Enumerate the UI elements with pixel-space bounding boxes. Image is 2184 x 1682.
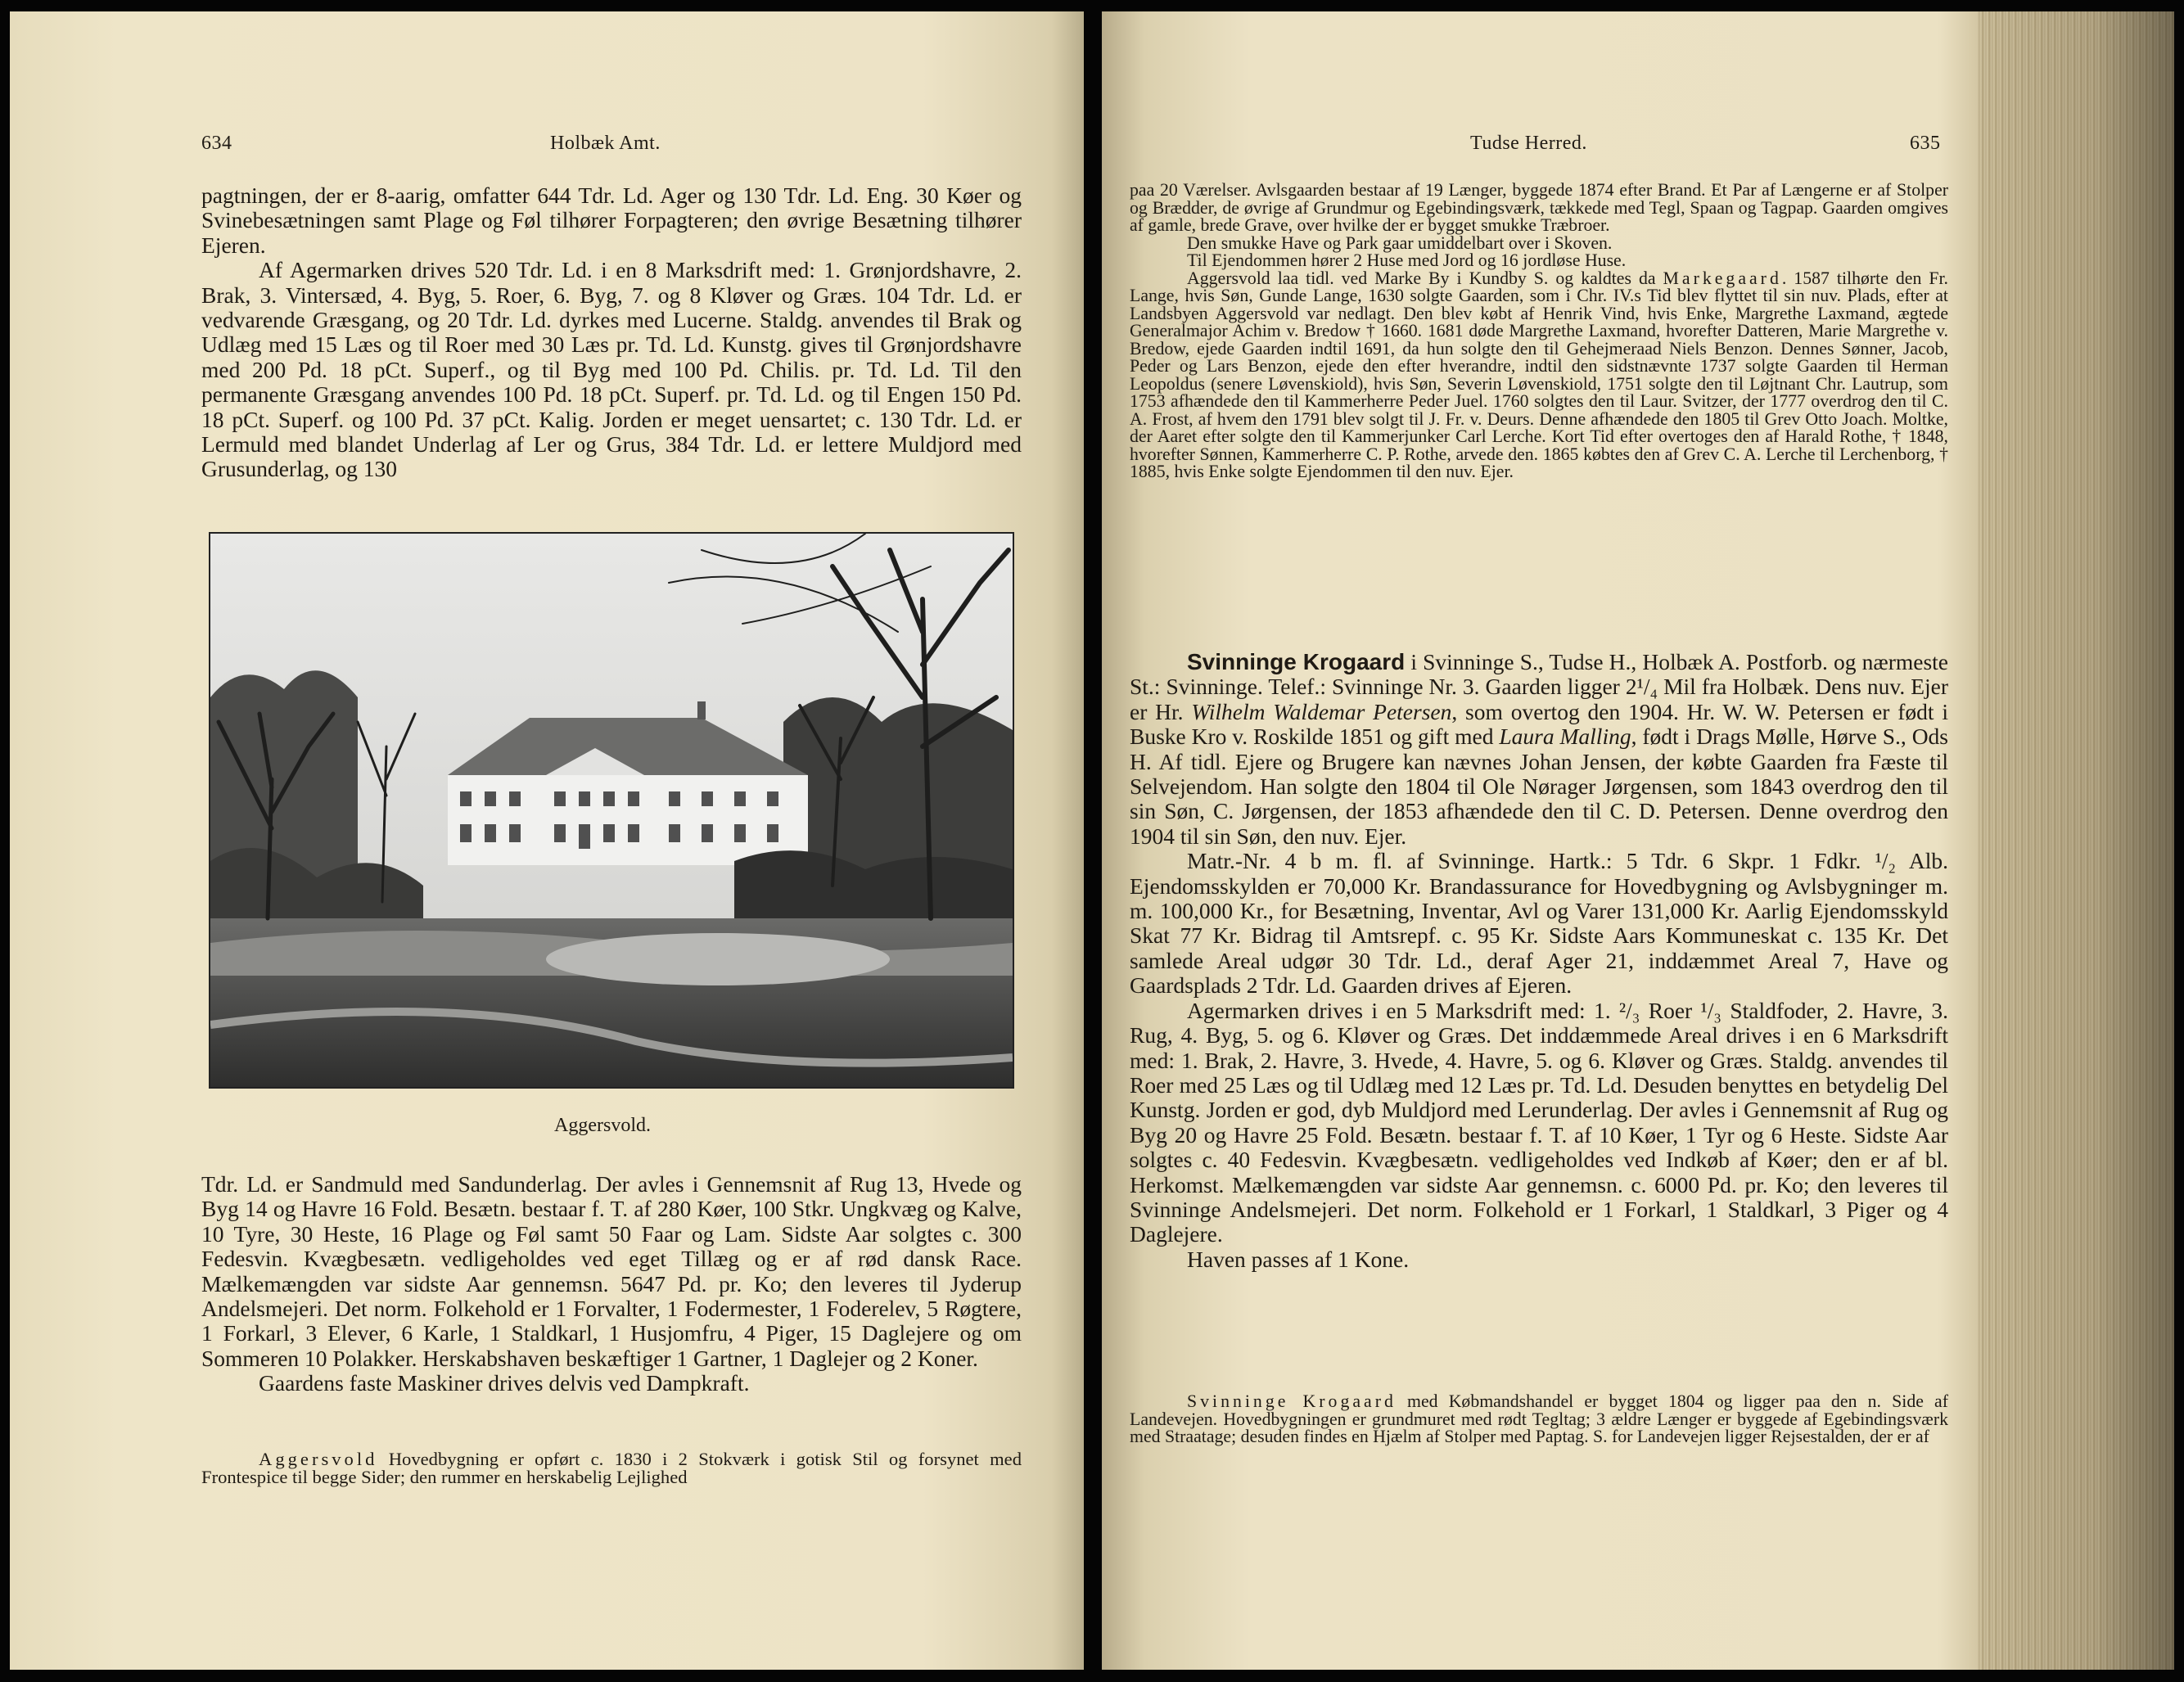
entry-text: i Svinninge S., Tudse H., Holbæk A. Postforb. og nærmeste St.: Svinninge. Telef.: Svinninge Nr. 3. Gaarden ligger 2¹/₄ Mil fra Holbæk. Dens nuv. Ejer er Hr.	[1130, 649, 1948, 724]
spaced-lead: Aggersvold	[259, 1449, 378, 1469]
paragraph: paa 20 Værelser. Avlsgaarden bestaar af 19 Længer, byggede 1874 efter Brand. Et Par af Længerne er af Stolper og Brædder, de øvrige af Grundmur og Egebindingsværk, tækkede med Tegl, Spaan og Tagpap. Gaarden omgives af gamle, brede Grave, over hvilke der er bygget smukke Træbroer.	[1130, 180, 1948, 235]
small-text: Aggersvold laa tidl. ved Marke By i Kundby S. og kaldtes da	[1187, 268, 1663, 288]
left-small-text	[201, 1450, 1022, 1486]
photo-caption: Aggersvold.	[554, 1115, 651, 1136]
paragraph: Haven passes af 1 Kone.	[1187, 1246, 1410, 1272]
paragraph: Tdr. Ld. er Sandmuld med Sandunderlag. Der avles i Gennemsnit af Rug 13, Hvede og Byg 14 og Havre 16 Fold. Besætn. bestaar f. T. af 280 Køer, 100 Stkr. Ungkvæg og Kalve, 10 Tyre, 30 Heste, 16 Plage og Føl samt 50 Faar og Lam. Sidste Aar solgtes c. 300 Fedesvin. Kvægbesætn. vedligeholdes ved eget Tillæg og er af rød dansk Race. Mælkemængden var sidste Aar gennemsn. 5647 Pd. pr. Ko; den leveres til Jyderup Andelsmejeri. Det norm. Folkehold er 1 Forvalter, 1 Fodermester, 1 Foderelev, 5 Røgtere, 1 Forkarl, 3 Elever, 6 Karle, 1 Staldkarl, 1 Husjomfru, 4 Piger, 15 Daglejere og om Sommeren 10 Polakker. Herskabshaven beskæftiger 1 Gartner, 1 Daglejer og 2 Koner.	[201, 1171, 1022, 1371]
owner-name: Wilhelm Waldemar Petersen	[1191, 698, 1452, 724]
spaced-lead: Svinninge Krogaard	[1187, 1391, 1397, 1411]
page-number-right: 635	[1910, 133, 1941, 154]
right-main-text	[1130, 650, 1948, 1272]
page-number-left: 634	[201, 133, 232, 154]
left-text-top	[201, 183, 1022, 482]
running-head-right: Tudse Herred.	[1470, 133, 1587, 154]
spaced-name: Markegaard	[1663, 268, 1782, 288]
paragraph: Til Ejendommen hører 2 Huse med Jord og 16 jordløse Huse.	[1187, 250, 1627, 270]
entry-text: , født i Drags Mølle, Hørve S., Ods H. Af tidl. Ejere og Brugere kan nævnes Johan Jensen, der købte Gaarden fra Fæste til Selvejendom. Han solgte den 1804 til Ole Nørager Jørgensen, som 1843 overdrog den til sin Søn, C. Jørgensen, der 1853 afhændede den til C. D. Petersen. Denne overdrog den 1904 til sin Søn, den nuv. Ejer.	[1130, 724, 1949, 849]
entry-text: , som overtog den 1904. Hr. W. W. Petersen er født i Buske Kro v. Roskilde 1851 og gift med	[1130, 698, 1948, 750]
entry-title: Svinninge Krogaard	[1187, 649, 1406, 674]
running-head-left: Holbæk Amt.	[550, 133, 661, 154]
right-small-text-top	[1130, 182, 1948, 481]
wife-name: Laura Malling	[1499, 724, 1631, 750]
left-page	[10, 11, 1084, 1670]
paragraph: Af Agermarken drives 520 Tdr. Ld. i en 8 Marksdrift med: 1. Grønjordshavre, 2. Brak, 3. Vintersæd, 4. Byg, 5. Roer, 6. Byg, 7. og 8 Kløver og Græs. 104 Tdr. Ld. er vedvarende Græsgang, og 20 Tdr. Ld. dyrkes med Lucerne. Staldg. anvendes til Brak og Udlæg med 15 Læs og til Roer med 30 Læs pr. Td. Ld. Kunstg. gives til Grønjordshavre med 200 Pd. 18 pCt. Superf., og til Byg med 100 Pd. Chilis. pr. Td. Ld. Til den permanente Græsgang anvendes 100 Pd. 18 pCt. Superf. pr. Td. Ld. og til Engen 150 Pd. 18 pCt. Superf. og 100 Pd. 37 pCt. Kalig. Jorden er meget uensartet; c. 130 Tdr. Ld. er Lermuld med blandet Underlag af Ler og Grus, 384 Tdr. Ld. er lettere Muldjord med Grusunderlag, og 130	[201, 257, 1022, 482]
small-text: Hovedbygning er opført c. 1830 i 2 Stokværk i gotisk Stil og forsynet med Frontespice til begge Sider; den rummer en herskabelig Lejlighed	[201, 1449, 1022, 1488]
paragraph: Gaardens faste Maskiner drives delvis ved Dampkraft.	[259, 1370, 750, 1396]
page-edges-shade	[1978, 11, 2174, 1670]
paragraph: pagtningen, der er 8-aarig, omfatter 644 Tdr. Ld. Ager og 130 Tdr. Ld. Eng. 30 Køer og Svinebesætningen samt Plage og Føl tilhører Forpagteren; den øvrige Besætning tilhører Ejeren.	[201, 183, 1022, 258]
right-small-text-bottom	[1130, 1393, 1948, 1446]
paragraph: Agermarken drives i en 5 Marksdrift med: 1. ²/₃ Roer ¹/₃ Staldfoder, 2. Havre, 3. Rug, 4. Byg, 5. og 6. Kløver og Græs. Det inddæmmede Areal drives i en 6 Marksdrift med: 1. Brak, 2. Havre, 3. Hvede, 4. Havre, 5. og 6. Kløver og Græs. Staldg. anvendes til Roer med 25 Læs og til Udlæg med 12 Læs pr. Td. Ld. Desuden benyttes en betydelig Del Kunstg. Jorden er god, dyb Muldjord med Lerunderlag. Der avles i Gennemsnit af Rug og Byg 20 og Havre 25 Fold. Besætn. bestaar f. T. af 10 Køer, 1 Tyr og 6 Heste. Sidste Aar solgtes c. 40 Fedesvin. Kvægbesætn. vedligeholdes ved Indkøb af Køer; den er af bl. Herkomst. Mælkemængden var sidste Aar gennemsn. c. 6000 Pd. pr. Ko; den leveres til Svinninge Andelsmejeri. Det norm. Folkehold er 1 Forkarl, 1 Staldkarl, 3 Piger og 4 Daglejere.	[1130, 997, 1948, 1247]
paragraph: Den smukke Have og Park gaar umiddelbart over i Skoven.	[1187, 232, 1613, 253]
right-page	[1102, 11, 2174, 1670]
small-text: med Købmandshandel er bygget 1804 og ligger paa den n. Side af Landevejen. Hovedbygningen er grundmuret med rødt Tegltag; 3 ældre Længer er byggede af Egebindingsværk med Straatage; desuden findes en Hjælm af Stolper med Paptag. S. for Landevejen ligger Rejsestalden, der er af	[1130, 1391, 1948, 1446]
manor-house-photograph	[210, 534, 1013, 1087]
left-text-bottom	[201, 1172, 1022, 1396]
aggersvold-photo	[209, 532, 1014, 1089]
small-text: . 1587 tilhørte den Fr. Lange, hvis Søn, Gunde Lange, 1630 solgte Gaarden, som i Chr. IV.s Tid blev flyttet til sin nuv. Plads, efter at Landsbyen Aggersvold var nedlagt. Den blev købt af Henrik Vind, hvis Enke, Margrethe Laxmand, ægtede Generalmajor Achim v. Bredow † 1660. 1681 døde Margrethe Laxmand, hvorefter Datteren, Marie Margrethe v. Bredow, ejede Gaarden indtil 1691, da hun solgte den til Gehejmeraad Niels Benzon. Dennes Sønner, Jacob, Peder og Lars Benzon, ejede den efter hverandre, indtil den sidstnævnte 1737 solgte Gaarden til Herman Leopoldus (senere Løvenskiold), hvis Søn, Severin Løvenskiold, 1751 solgte den til Løjtnant Chr. Lautrup, som 1753 afhændede den til Kammerherre Peder Juel. 1760 solgtes den til Laur. Svitzer, der 1777 overdrog den til C. A. Frost, af hvem den 1791 blev solgt til J. Fr. v. Deurs. Denne afhændede den 1805 til Grev Otto Joach. Moltke, der Aaret efter solgte den til Kammerjunker Carl Lerche. Kort Tid efter overtoges den af Harald Rothe, † 1848, hvorefter Sønnen, Kammerherre C. P. Rothe, arvede den. 1865 købtes den af Grev C. A. Lerche til Lerchenborg, † 1885, hvis Enke solgte Ejendommen til den nuv. Ejer.	[1130, 268, 1948, 481]
paragraph: Matr.-Nr. 4 b m. fl. af Svinninge. Hartk.: 5 Tdr. 6 Skpr. 1 Fdkr. ¹/₂ Alb. Ejendomsskylden er 70,000 Kr. Brandassurance for Hovedbygning og Avlsbygninger m. m. 100,000 Kr., for Besætning, Inventar, Avl og Varer 131,000 Kr. Aarlig Ejendomsskyld Skat 77 Kr. Bidrag til Amtsrepf. c. 95 Kr. Sidste Aars Kommuneskat c. 135 Kr. Det samlede Areal udgør 30 Tdr. Ld., deraf Ager 21, inddæmmet Areal 7, Have og Gaardsplads 2 Tdr. Ld. Gaarden drives af Ejeren.	[1130, 848, 1948, 999]
